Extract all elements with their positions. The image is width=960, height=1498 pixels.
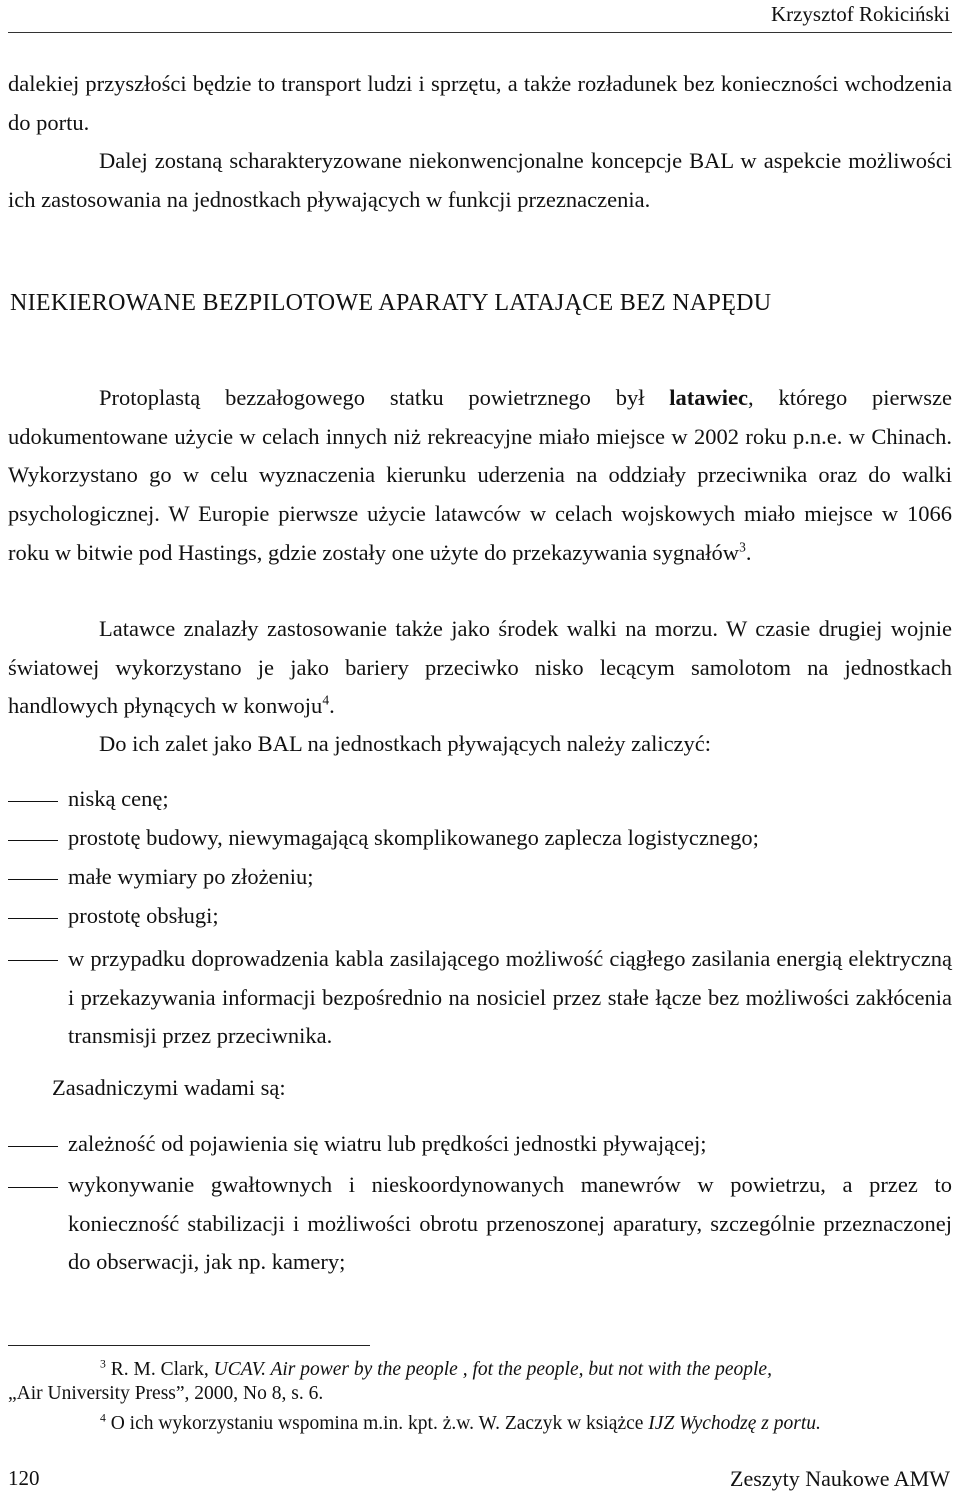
list-dash — [8, 879, 58, 880]
list-dash — [8, 840, 58, 841]
advantage-item: prostotę budowy, niewymagającą skomplikowanego zaplecza logistycznego; — [68, 825, 759, 850]
intro-paragraph-2: Dalej zostaną scharakteryzowane niekonwencjonalne koncepcje BAL w aspekcie możliwości ich zastosowania na jednostkach pływających w funkcji przeznaczenia. — [8, 148, 952, 212]
header-rule — [8, 32, 952, 33]
paragraph-text: . — [745, 539, 752, 565]
section-heading: NIEKIEROWANE BEZPILOTOWE APARATY LATAJĄCE BEZ NAPĘDU — [10, 290, 772, 316]
section-paragraph-2 — [8, 610, 952, 726]
footnote-ref-4: 4 — [322, 692, 330, 708]
footnote-rule — [8, 1345, 370, 1346]
advantage-item: małe wymiary po złożeniu; — [68, 864, 314, 889]
journal-name: Zeszyty Naukowe AMW — [730, 1466, 950, 1491]
footnote-3 — [8, 1358, 952, 1406]
footnote-source: „Air University Press”, 2000, No 8, s. 6. — [8, 1383, 324, 1404]
footnote-title: IJZ Wychodzę z portu. — [648, 1413, 821, 1434]
footnote-title: UCAV. Air power by the people , fot the people, but not with the people, — [213, 1359, 772, 1380]
section-paragraph-3: Do ich zalet jako BAL na jednostkach pływających należy zaliczyć: — [99, 731, 712, 756]
advantage-item: w przypadku doprowadzenia kabla zasilającego możliwość ciągłego zasilania energią elektryczną i przekazywania informacji bezpośrednio na nosiciel przez stałe łącze bez możliwości zakłócenia transmisji przez przeciwnika. — [68, 946, 952, 1049]
advantage-item: niską cenę; — [68, 786, 169, 811]
intro-paragraph-1: dalekiej przyszłości będzie to transport ludzi i sprzętu, a także rozładunek bez konieczności wchodzenia do portu. — [8, 71, 952, 135]
list-dash — [8, 960, 58, 961]
list-dash — [8, 918, 58, 919]
section-paragraph-1 — [8, 379, 952, 573]
footnote-ref-3: 3 — [739, 539, 746, 555]
page-number: 120 — [8, 1466, 40, 1490]
footnote-number: 4 — [100, 1411, 106, 1425]
running-header-author: Krzysztof Rokiciński — [770, 2, 950, 26]
disadvantage-item: wykonywanie gwałtownych i nieskoordynowanych manewrów w powietrzu, a przez to konieczność stabilizacji i możliwości obrotu przenoszonej aparatury, szczególnie przeznaczonej do obserwacji, jak np. kamery; — [68, 1172, 952, 1275]
list-dash — [8, 801, 58, 802]
footnote-number: 3 — [100, 1357, 106, 1371]
advantage-item: prostotę obsługi; — [68, 903, 219, 928]
paragraph-text: Protoplastą bezzałogowego statku powietrznego był — [99, 385, 670, 410]
paragraph-text: , którego pierwsze udokumentowane użycie w celach innych niż rekreacyjne miało miejsce w 2002 roku p.n.e. w Chinach. Wykorzystano go w celu wyznaczenia kierunku uderzenia na oddziały przeciwnika oraz do walki psychologicznej. W Europie pierwsze użycie latawców w celach wojskowych miało miejsce w 1066 roku w bitwie pod Hastings, gdzie zostały one użyte do przekazywania sygnałów — [8, 385, 952, 565]
footnote-text: O ich wykorzystaniu wspomina m.in. kpt. ż.w. W. Zaczyk w książce — [110, 1413, 649, 1434]
footnote-4 — [100, 1412, 952, 1436]
footnote-author: R. M. Clark, — [110, 1359, 214, 1380]
paragraph-text: Latawce znalazły zastosowanie także jako środek walki na morzu. W czasie drugiej wojnie światowej wykorzystano je jako bariery przeciwko nisko lecącym samolotom na jednostkach handlowych płynących w konwoju — [8, 616, 952, 719]
list-dash — [8, 1187, 58, 1188]
disadvantage-item: zależność od pojawienia się wiatru lub prędkości jednostki pływającej; — [68, 1131, 707, 1156]
list-dash — [8, 1146, 58, 1147]
paragraph-text: . — [329, 693, 335, 719]
keyword-latawiec: latawiec — [669, 385, 749, 410]
disadvantages-intro: Zasadniczymi wadami są: — [52, 1075, 286, 1100]
